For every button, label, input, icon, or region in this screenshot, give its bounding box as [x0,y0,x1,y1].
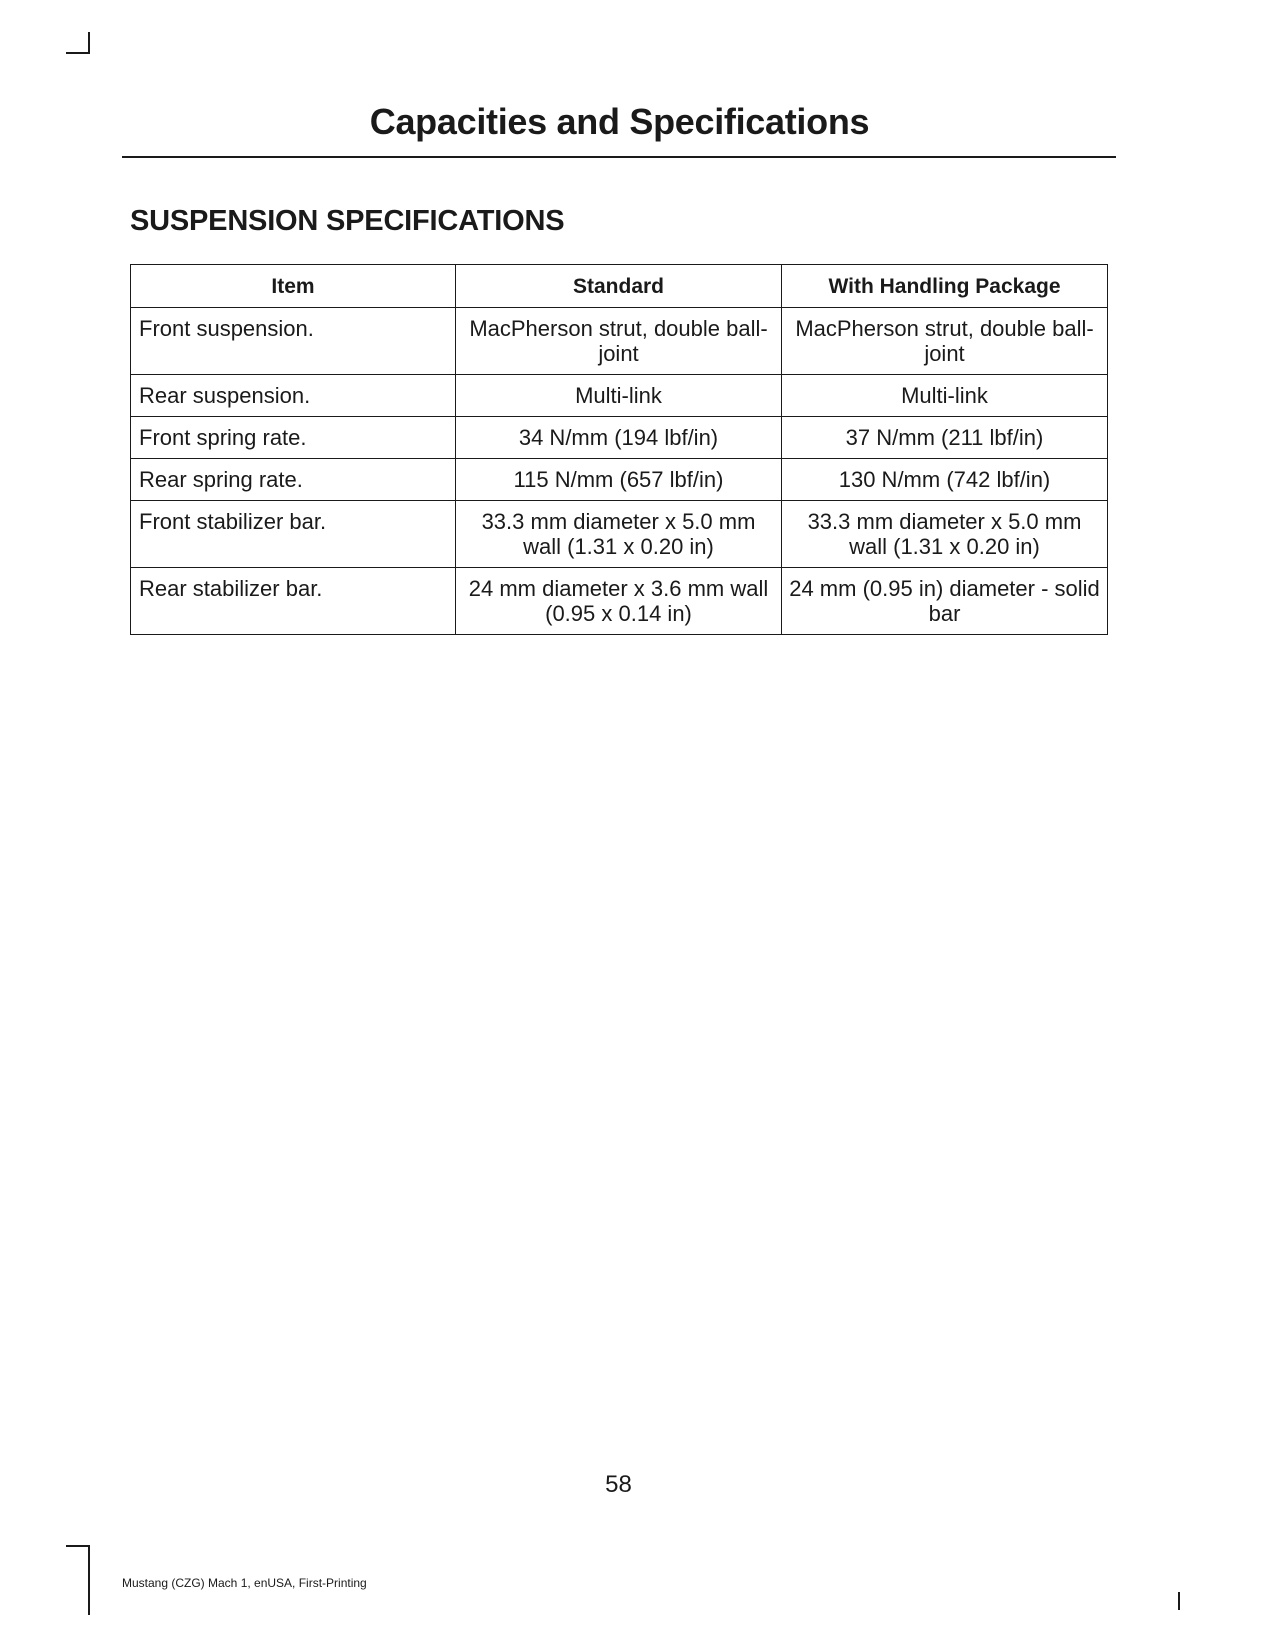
crop-mark-top-left-vertical [88,32,90,54]
table-row [131,375,1108,417]
footer-text: Mustang (CZG) Mach 1, enUSA, First-Printing [122,1576,367,1590]
item-cell: Front spring rate. [131,417,456,459]
handling-package-cell: MacPherson strut, double ball-joint [782,308,1108,375]
standard-cell: MacPherson strut, double ball-joint [456,308,782,375]
standard-cell: 24 mm diameter x 3.6 mm wall (0.95 x 0.14 in) [456,568,782,635]
column-header-standard: Standard [456,265,782,308]
title-divider [122,156,1116,158]
standard-cell: 115 N/mm (657 lbf/in) [456,459,782,501]
table-row [131,459,1108,501]
item-cell: Rear spring rate. [131,459,456,501]
handling-package-cell: 37 N/mm (211 lbf/in) [782,417,1108,459]
table-row [131,568,1108,635]
standard-cell: 34 N/mm (194 lbf/in) [456,417,782,459]
table-header-row [131,265,1108,308]
item-cell: Rear suspension. [131,375,456,417]
column-header-handling-package: With Handling Package [782,265,1108,308]
handling-package-cell: 24 mm (0.95 in) diameter - solid bar [782,568,1108,635]
table-row [131,501,1108,568]
page-title: Capacities and Specifications [369,101,870,142]
handling-package-cell: 33.3 mm diameter x 5.0 mm wall (1.31 x 0.20 in) [782,501,1108,568]
section-heading: SUSPENSION SPECIFICATIONS [130,205,565,237]
crop-mark-bottom-right-vertical [1178,1592,1180,1610]
table-row [131,308,1108,375]
column-header-item: Item [131,265,456,308]
suspension-specifications-table [130,264,1108,635]
standard-cell: 33.3 mm diameter x 5.0 mm wall (1.31 x 0.20 in) [456,501,782,568]
crop-mark-top-left-horizontal [66,52,90,54]
item-cell: Rear stabilizer bar. [131,568,456,635]
standard-cell: Multi-link [456,375,782,417]
page-number: 58 [605,1471,632,1498]
item-cell: Front suspension. [131,308,456,375]
crop-mark-bottom-left-horizontal [66,1545,90,1547]
handling-package-cell: 130 N/mm (742 lbf/in) [782,459,1108,501]
table-row [131,417,1108,459]
item-cell: Front stabilizer bar. [131,501,456,568]
crop-mark-bottom-left-vertical [88,1545,90,1615]
handling-package-cell: Multi-link [782,375,1108,417]
